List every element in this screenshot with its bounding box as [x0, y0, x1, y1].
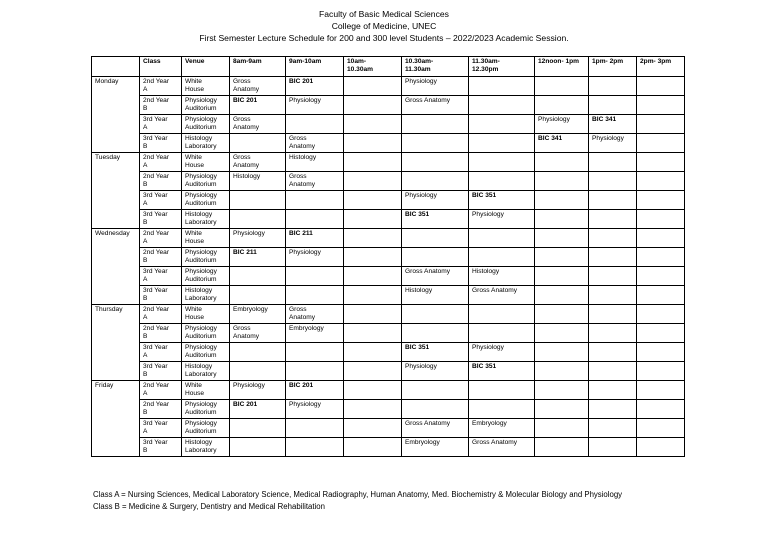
venue-cell: Physiology Auditorium: [182, 248, 230, 267]
lecture-cell: [535, 400, 589, 419]
lecture-cell: BIC 351: [402, 343, 469, 362]
lecture-cell: [469, 324, 535, 343]
lecture-cell: BIC 341: [589, 115, 637, 134]
document-header: [0, 8, 768, 44]
lecture-cell: [589, 172, 637, 191]
table-row: [92, 438, 685, 457]
lecture-cell: [344, 134, 402, 153]
lecture-cell: [402, 305, 469, 324]
venue-cell: White House: [182, 305, 230, 324]
lecture-cell: [230, 438, 286, 457]
column-header: 11.30am- 12.30pm: [469, 57, 535, 77]
lecture-cell: [637, 191, 685, 210]
lecture-cell: [637, 324, 685, 343]
lecture-cell: [469, 96, 535, 115]
lecture-cell: Physiology: [469, 343, 535, 362]
table-row: [92, 172, 685, 191]
faculty-title: Faculty of Basic Medical Sciences: [319, 9, 449, 19]
lecture-cell: [589, 362, 637, 381]
lecture-cell: [637, 210, 685, 229]
lecture-cell: BIC 201: [230, 400, 286, 419]
lecture-cell: Histology: [286, 153, 344, 172]
column-header: 2pm- 3pm: [637, 57, 685, 77]
lecture-cell: Physiology: [286, 96, 344, 115]
lecture-cell: [344, 77, 402, 96]
venue-cell: Physiology Auditorium: [182, 267, 230, 286]
lecture-cell: [589, 229, 637, 248]
table-row: [92, 77, 685, 96]
day-cell: Tuesday: [92, 153, 140, 229]
lecture-cell: [637, 362, 685, 381]
lecture-cell: [535, 210, 589, 229]
lecture-cell: [637, 286, 685, 305]
lecture-cell: [469, 229, 535, 248]
lecture-cell: [469, 381, 535, 400]
lecture-cell: BIC 211: [230, 248, 286, 267]
class-cell: 2nd Year B: [140, 172, 182, 191]
column-header: Class: [140, 57, 182, 77]
class-cell: 3rd Year B: [140, 210, 182, 229]
lecture-cell: Physiology: [402, 362, 469, 381]
table-row: [92, 400, 685, 419]
lecture-cell: [286, 267, 344, 286]
lecture-cell: Embryology: [469, 419, 535, 438]
lecture-cell: Physiology: [286, 248, 344, 267]
venue-cell: Physiology Auditorium: [182, 324, 230, 343]
lecture-cell: [589, 267, 637, 286]
table-row: [92, 305, 685, 324]
lecture-cell: [637, 77, 685, 96]
lecture-cell: [344, 96, 402, 115]
lecture-cell: Physiology: [402, 77, 469, 96]
lecture-cell: [535, 77, 589, 96]
lecture-cell: Gross Anatomy: [469, 438, 535, 457]
lecture-cell: [535, 438, 589, 457]
venue-cell: Physiology Auditorium: [182, 172, 230, 191]
lecture-cell: [535, 381, 589, 400]
class-a-legend: Class A = Nursing Sciences, Medical Laboratory Science, Medical Radiography, Human Anatomy, Med. Biochemistry & Molecular Biology and Physiology: [93, 490, 623, 499]
lecture-cell: [230, 286, 286, 305]
table-row: [92, 96, 685, 115]
lecture-cell: [344, 362, 402, 381]
table-row: [92, 267, 685, 286]
lecture-cell: [637, 229, 685, 248]
lecture-cell: [402, 172, 469, 191]
lecture-cell: Embryology: [230, 305, 286, 324]
table-row: [92, 229, 685, 248]
class-cell: 3rd Year B: [140, 438, 182, 457]
lecture-cell: [469, 248, 535, 267]
class-cell: 3rd Year B: [140, 134, 182, 153]
lecture-cell: [286, 419, 344, 438]
column-header: 10.30am- 11.30am: [402, 57, 469, 77]
table-row: [92, 362, 685, 381]
lecture-cell: [589, 400, 637, 419]
column-header: [92, 57, 140, 77]
lecture-cell: [344, 191, 402, 210]
lecture-cell: [469, 400, 535, 419]
lecture-cell: [589, 286, 637, 305]
lecture-schedule-table: [91, 56, 685, 457]
lecture-cell: [589, 153, 637, 172]
lecture-cell: [286, 438, 344, 457]
table-row: [92, 115, 685, 134]
class-cell: 2nd Year A: [140, 77, 182, 96]
lecture-cell: Gross Anatomy: [402, 419, 469, 438]
lecture-cell: Physiology: [230, 381, 286, 400]
table-row: [92, 324, 685, 343]
lecture-cell: [286, 115, 344, 134]
lecture-cell: Gross Anatomy: [230, 153, 286, 172]
class-legend: [93, 489, 622, 512]
lecture-cell: [637, 134, 685, 153]
lecture-cell: [344, 115, 402, 134]
schedule-title: First Semester Lecture Schedule for 200 and 300 level Students – 2022/2023 Academic Session.: [199, 33, 569, 43]
lecture-cell: [344, 305, 402, 324]
column-header: 9am-10am: [286, 57, 344, 77]
lecture-cell: [589, 305, 637, 324]
lecture-cell: [637, 438, 685, 457]
class-cell: 3rd Year B: [140, 362, 182, 381]
class-cell: 3rd Year A: [140, 191, 182, 210]
column-header: Venue: [182, 57, 230, 77]
lecture-cell: [344, 172, 402, 191]
lecture-cell: [589, 191, 637, 210]
lecture-cell: [637, 96, 685, 115]
lecture-cell: [286, 286, 344, 305]
venue-cell: Histology Laboratory: [182, 362, 230, 381]
venue-cell: White House: [182, 153, 230, 172]
lecture-cell: [637, 419, 685, 438]
venue-cell: Histology Laboratory: [182, 210, 230, 229]
lecture-cell: Gross Anatomy: [402, 267, 469, 286]
lecture-cell: [589, 419, 637, 438]
lecture-cell: Gross Anatomy: [230, 77, 286, 96]
lecture-cell: [637, 381, 685, 400]
lecture-cell: [637, 153, 685, 172]
lecture-cell: [469, 153, 535, 172]
table-row: [92, 419, 685, 438]
venue-cell: Physiology Auditorium: [182, 191, 230, 210]
lecture-cell: [589, 96, 637, 115]
lecture-cell: [535, 305, 589, 324]
class-cell: 2nd Year A: [140, 153, 182, 172]
venue-cell: Physiology Auditorium: [182, 96, 230, 115]
lecture-cell: [344, 248, 402, 267]
lecture-cell: [230, 343, 286, 362]
lecture-cell: [344, 324, 402, 343]
lecture-cell: [589, 324, 637, 343]
table-row: [92, 248, 685, 267]
lecture-cell: Physiology: [286, 400, 344, 419]
lecture-cell: [402, 248, 469, 267]
lecture-cell: [469, 77, 535, 96]
lecture-cell: BIC 201: [286, 381, 344, 400]
lecture-cell: [589, 248, 637, 267]
lecture-cell: BIC 351: [469, 362, 535, 381]
table-header-row: [92, 57, 685, 77]
class-cell: 3rd Year A: [140, 419, 182, 438]
lecture-cell: [402, 400, 469, 419]
venue-cell: White House: [182, 229, 230, 248]
lecture-cell: [535, 248, 589, 267]
day-cell: Wednesday: [92, 229, 140, 305]
lecture-cell: [344, 419, 402, 438]
venue-cell: Histology Laboratory: [182, 438, 230, 457]
lecture-cell: Histology: [402, 286, 469, 305]
lecture-cell: [230, 362, 286, 381]
lecture-cell: Gross Anatomy: [230, 115, 286, 134]
lecture-cell: BIC 211: [286, 229, 344, 248]
lecture-cell: [637, 115, 685, 134]
lecture-cell: [230, 267, 286, 286]
lecture-cell: [637, 305, 685, 324]
lecture-cell: [535, 267, 589, 286]
column-header: 12noon- 1pm: [535, 57, 589, 77]
column-header: 10am- 10.30am: [344, 57, 402, 77]
lecture-cell: Physiology: [589, 134, 637, 153]
class-cell: 2nd Year B: [140, 324, 182, 343]
venue-cell: Physiology Auditorium: [182, 419, 230, 438]
lecture-cell: [286, 191, 344, 210]
lecture-cell: [589, 438, 637, 457]
lecture-cell: [286, 210, 344, 229]
day-cell: Monday: [92, 77, 140, 153]
venue-cell: Physiology Auditorium: [182, 400, 230, 419]
venue-cell: Histology Laboratory: [182, 286, 230, 305]
lecture-cell: [402, 324, 469, 343]
lecture-cell: Physiology: [469, 210, 535, 229]
day-cell: Friday: [92, 381, 140, 457]
lecture-cell: [402, 115, 469, 134]
lecture-cell: [535, 362, 589, 381]
lecture-cell: [535, 324, 589, 343]
lecture-cell: BIC 341: [535, 134, 589, 153]
lecture-cell: [637, 248, 685, 267]
lecture-cell: [637, 267, 685, 286]
lecture-cell: [535, 286, 589, 305]
lecture-cell: [286, 343, 344, 362]
table-row: [92, 381, 685, 400]
lecture-cell: [469, 172, 535, 191]
lecture-cell: [535, 153, 589, 172]
class-cell: 2nd Year A: [140, 229, 182, 248]
day-cell: Thursday: [92, 305, 140, 381]
lecture-cell: [469, 305, 535, 324]
venue-cell: Physiology Auditorium: [182, 343, 230, 362]
class-cell: 3rd Year A: [140, 343, 182, 362]
lecture-cell: [402, 134, 469, 153]
class-cell: 2nd Year B: [140, 96, 182, 115]
lecture-cell: BIC 351: [469, 191, 535, 210]
lecture-cell: BIC 351: [402, 210, 469, 229]
lecture-cell: BIC 201: [230, 96, 286, 115]
lecture-cell: [230, 134, 286, 153]
class-cell: 2nd Year B: [140, 400, 182, 419]
venue-cell: Histology Laboratory: [182, 134, 230, 153]
lecture-cell: [344, 286, 402, 305]
table-row: [92, 153, 685, 172]
venue-cell: White House: [182, 381, 230, 400]
venue-cell: Physiology Auditorium: [182, 115, 230, 134]
lecture-cell: [402, 229, 469, 248]
lecture-cell: [637, 400, 685, 419]
class-cell: 3rd Year A: [140, 115, 182, 134]
lecture-cell: Embryology: [286, 324, 344, 343]
lecture-cell: Histology: [230, 172, 286, 191]
lecture-cell: Embryology: [402, 438, 469, 457]
lecture-cell: [535, 229, 589, 248]
lecture-cell: [344, 267, 402, 286]
lecture-cell: Gross Anatomy: [402, 96, 469, 115]
class-cell: 2nd Year A: [140, 381, 182, 400]
lecture-cell: [344, 400, 402, 419]
lecture-cell: Gross Anatomy: [230, 324, 286, 343]
venue-cell: White House: [182, 77, 230, 96]
table-row: [92, 210, 685, 229]
college-title: College of Medicine, UNEC: [331, 21, 437, 31]
lecture-cell: [344, 153, 402, 172]
lecture-cell: [535, 96, 589, 115]
lecture-cell: [637, 172, 685, 191]
lecture-cell: Gross Anatomy: [286, 172, 344, 191]
lecture-cell: Physiology: [402, 191, 469, 210]
lecture-cell: [589, 210, 637, 229]
class-b-legend: Class B = Medicine & Surgery, Dentistry and Medical Rehabilitation: [93, 501, 325, 511]
table-row: [92, 191, 685, 210]
lecture-cell: [535, 343, 589, 362]
lecture-cell: [286, 362, 344, 381]
column-header: 1pm- 2pm: [589, 57, 637, 77]
lecture-cell: [344, 343, 402, 362]
table-row: [92, 343, 685, 362]
lecture-cell: Physiology: [535, 115, 589, 134]
table-row: [92, 286, 685, 305]
lecture-cell: [637, 343, 685, 362]
class-cell: 3rd Year B: [140, 286, 182, 305]
lecture-cell: [535, 191, 589, 210]
lecture-cell: [402, 381, 469, 400]
lecture-cell: [344, 381, 402, 400]
lecture-cell: [469, 115, 535, 134]
lecture-cell: Gross Anatomy: [286, 134, 344, 153]
lecture-cell: [535, 172, 589, 191]
lecture-cell: Histology: [469, 267, 535, 286]
lecture-cell: [589, 343, 637, 362]
lecture-cell: BIC 201: [286, 77, 344, 96]
class-cell: 2nd Year A: [140, 305, 182, 324]
lecture-cell: [589, 381, 637, 400]
lecture-cell: [344, 229, 402, 248]
class-cell: 3rd Year A: [140, 267, 182, 286]
lecture-cell: Physiology: [230, 229, 286, 248]
lecture-cell: [230, 191, 286, 210]
lecture-cell: [230, 419, 286, 438]
class-cell: 2nd Year B: [140, 248, 182, 267]
lecture-cell: [402, 153, 469, 172]
lecture-cell: [344, 438, 402, 457]
column-header: 8am-9am: [230, 57, 286, 77]
table-row: [92, 134, 685, 153]
lecture-cell: [469, 134, 535, 153]
lecture-cell: [535, 419, 589, 438]
lecture-cell: [589, 77, 637, 96]
lecture-cell: Gross Anatomy: [286, 305, 344, 324]
lecture-cell: Gross Anatomy: [469, 286, 535, 305]
lecture-cell: [344, 210, 402, 229]
lecture-cell: [230, 210, 286, 229]
